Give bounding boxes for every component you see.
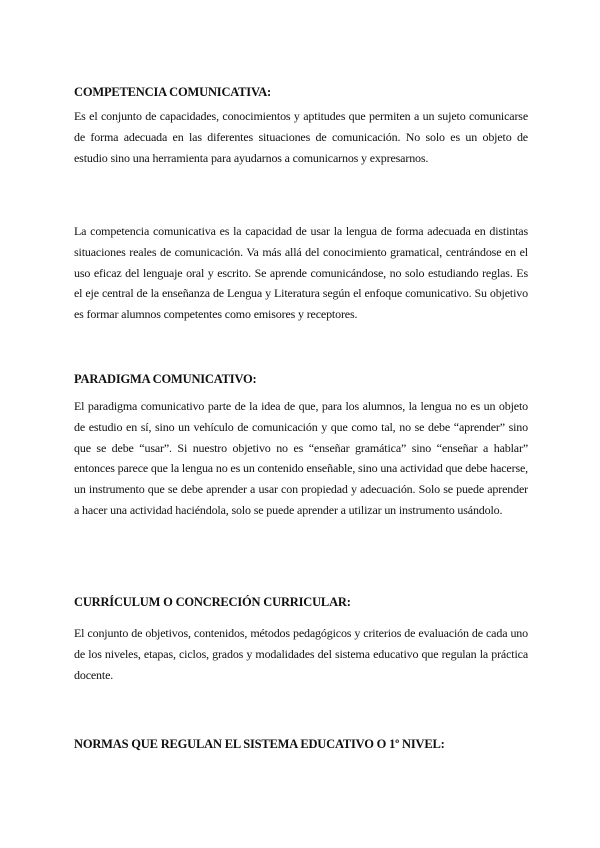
- paragraph-competencia-definition: Es el conjunto de capacidades, conocimientos y aptitudes que permiten a un sujeto comunicarse de forma adecuada en las diferentes situaciones de comunicación. No solo es un objeto de estudio sino una herramienta para ayudarnos a comunicarnos y expresarnos.: [74, 109, 528, 165]
- heading-competencia-comunicativa: COMPETENCIA COMUNICATIVA:: [74, 85, 271, 99]
- heading-normas: NORMAS QUE REGULAN EL SISTEMA EDUCATIVO O 1º NIVEL:: [74, 737, 445, 751]
- paragraph-competencia-detail: La competencia comunicativa es la capacidad de usar la lengua de forma adecuada en distintas situaciones reales de comunicación. Va más allá del conocimiento gramatical, centrándose en el uso eficaz del lenguaje oral y escrito. Se aprende comunicándose, no solo estudiando reglas. Es el eje central de la enseñanza de Lengua y Literatura según el enfoque comunicativo. Su objetivo es formar alumnos competentes como emisores y receptores.: [74, 224, 528, 322]
- heading-paradigma-comunicativo: PARADIGMA COMUNICATIVO:: [74, 372, 257, 386]
- paragraph-paradigma: El paradigma comunicativo parte de la idea de que, para los alumnos, la lengua no es un objeto de estudio en sí, sino un vehículo de comunicación y que como tal, no se debe “aprender” sino que se debe “usar”. Si nuestro objetivo no es “enseñar gramática” sino “enseñar a hablar” entonces parece que la lengua no es un contenido enseñable, sino una actividad que debe hacerse, un instrumento que se debe aprender a usar con propiedad y adecuación. Solo se puede aprender a hacer una actividad haciéndola, solo se puede aprender a utilizar un instrumento usándolo.: [74, 399, 528, 517]
- heading-curriculum: CURRÍCULUM O CONCRECIÓN CURRICULAR:: [74, 595, 351, 609]
- paragraph-curriculum: El conjunto de objetivos, contenidos, métodos pedagógicos y criterios de evaluación de cada uno de los niveles, etapas, ciclos, grados y modalidades del sistema educativo que regulan la práctica docente.: [74, 626, 528, 682]
